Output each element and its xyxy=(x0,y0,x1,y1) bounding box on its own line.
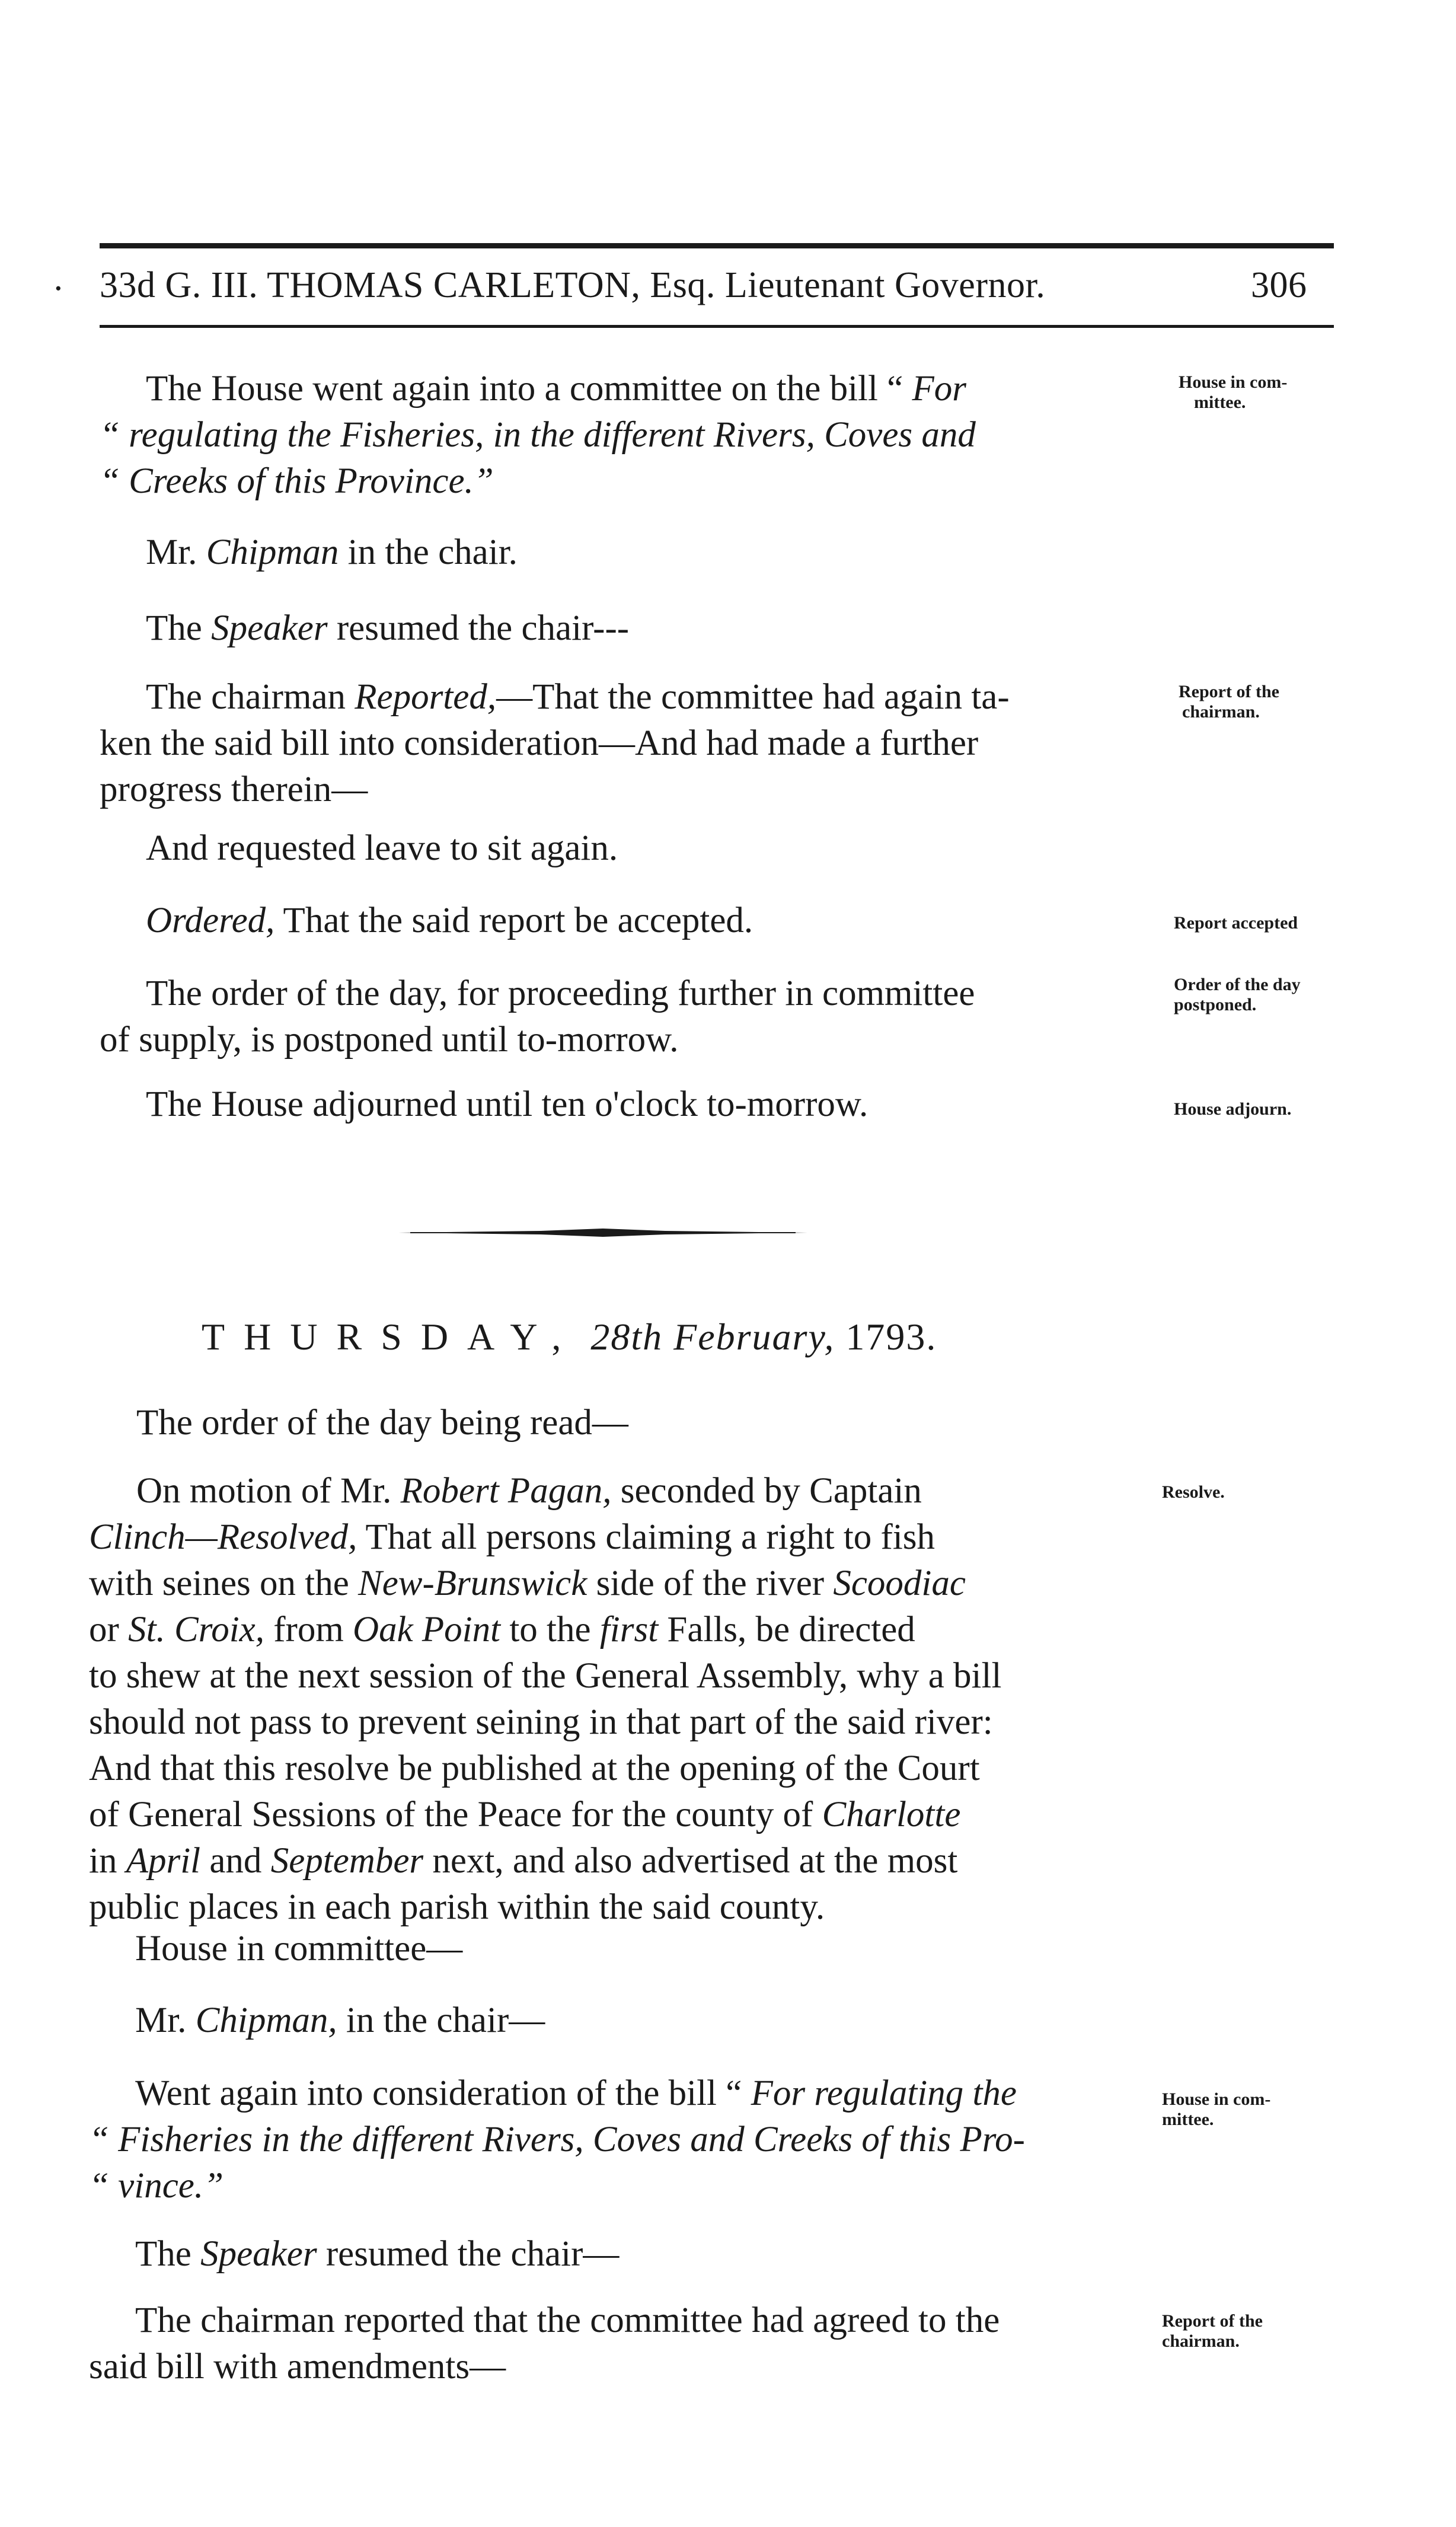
paragraph-consideration-of-bill xyxy=(89,2070,1025,2209)
paragraph-text: The House went again into a committee on the bill “ xyxy=(146,369,912,409)
paragraph-text: ken the said bill into consideration—And had made a further xyxy=(100,723,979,763)
paragraph-text: seconded by Captain xyxy=(611,1471,922,1511)
bill-title: “ Creeks of this Province.” xyxy=(100,461,494,501)
paragraph-text: in the chair— xyxy=(337,2000,545,2040)
person-name: Chipman xyxy=(206,532,339,572)
paragraph-text: Mr. xyxy=(135,2000,196,2040)
paragraph-speaker-resumed xyxy=(146,605,629,652)
paragraph-text: of supply, is postponed until to-morrow. xyxy=(100,1020,679,1060)
paragraph-text: side of the river xyxy=(587,1564,834,1603)
ornamental-divider xyxy=(398,1226,807,1239)
paragraph-text: The xyxy=(135,2234,201,2274)
paragraph-chairman-report xyxy=(100,674,1010,813)
paragraph-text: and xyxy=(200,1841,271,1881)
margin-note-house-in-committee-2 xyxy=(1162,2089,1270,2130)
paragraph-text: The xyxy=(146,608,212,648)
margin-note-house-in-committee xyxy=(1179,372,1287,413)
margin-note-line: House in com- xyxy=(1162,2089,1271,2109)
margin-note-line: mittee. xyxy=(1194,393,1246,412)
header-bottom-rule xyxy=(100,325,1334,328)
emphasis: first xyxy=(599,1610,659,1649)
margin-note-order-postponed xyxy=(1174,975,1301,1015)
date-heading xyxy=(202,1315,937,1359)
paragraph-speaker-resumed-2 xyxy=(135,2231,619,2277)
year: 1793. xyxy=(835,1316,937,1358)
paragraph-text: progress therein— xyxy=(100,770,368,809)
header-bullet: · xyxy=(52,269,65,309)
margin-note-house-adjourn: House adjourn. xyxy=(1174,1099,1292,1119)
place-name: Charlotte xyxy=(822,1795,961,1834)
month-name: April xyxy=(126,1841,201,1881)
paragraph-report-accepted xyxy=(146,898,753,944)
paragraph-text: resumed the chair— xyxy=(317,2234,620,2274)
margin-note-line: House in com- xyxy=(1179,372,1288,392)
paragraph-text: of General Sessions of the Peace for the county of xyxy=(89,1795,822,1834)
margin-note-report-of-chairman-2 xyxy=(1162,2311,1263,2351)
margin-note-line: postponed. xyxy=(1174,995,1257,1014)
paragraph-house-in-committee-2: House in committee— xyxy=(135,1929,463,1968)
paragraph-leave-to-sit: And requested leave to sit again. xyxy=(146,828,618,868)
bill-title: For xyxy=(912,369,966,409)
paragraph-text: in the chair. xyxy=(339,532,518,572)
page-number: 306 xyxy=(1251,265,1307,305)
speaker-title: Speaker xyxy=(211,608,328,648)
paragraph-house-in-committee xyxy=(100,366,976,505)
reported-word: Reported, xyxy=(355,677,497,717)
place-name: St. Croix, xyxy=(128,1610,264,1649)
paragraph-house-adjourned: The House adjourned until ten o'clock to-morrow. xyxy=(146,1084,869,1124)
paragraph-text: The chairman reported that the committee had agreed to the xyxy=(135,2301,1000,2340)
paragraph-order-read: The order of the day being read— xyxy=(136,1403,628,1443)
ordered-word: Ordered, xyxy=(146,901,275,940)
paragraph-chipman-chair-2 xyxy=(135,1998,545,2044)
paragraph-text: Went again into consideration of the bill “ xyxy=(135,2073,751,2113)
paragraph-text: —That the committee had again ta- xyxy=(496,677,1010,717)
paragraph-text: to the xyxy=(500,1610,600,1649)
paragraph-text: or xyxy=(89,1610,129,1649)
paragraph-text: should not pass to prevent seining in that part of the said river: xyxy=(89,1702,993,1742)
paragraph-order-postponed xyxy=(100,971,975,1063)
paragraph-text: The order of the day, for proceeding further in committee xyxy=(146,974,975,1013)
margin-note-resolve: Resolve. xyxy=(1162,1482,1225,1502)
paragraph-text: resumed the chair--- xyxy=(327,608,630,648)
paragraph-text: That all persons claiming a right to fish xyxy=(357,1517,935,1557)
paragraph-text: from xyxy=(264,1610,353,1649)
place-name: New-Brunswick xyxy=(358,1564,587,1603)
running-header-title: 33d G. III. THOMAS CARLETON, Esq. Lieutenant Governor. xyxy=(100,265,1046,305)
margin-note-line: chairman. xyxy=(1162,2331,1240,2351)
person-name: Robert Pagan, xyxy=(400,1471,612,1511)
paragraph-text: The chairman xyxy=(146,677,355,717)
bill-title: “ vince.” xyxy=(89,2166,224,2206)
paragraph-chairman-amendments xyxy=(89,2298,1000,2390)
bill-title: “ regulating the Fisheries, in the different Rivers, Coves and xyxy=(100,415,976,455)
paragraph-text: to shew at the next session of the General Assembly, why a bill xyxy=(89,1656,1002,1696)
margin-note-line: Report of the xyxy=(1179,682,1279,701)
margin-note-line: Report of the xyxy=(1162,2311,1263,2331)
paragraph-text: On motion of Mr. xyxy=(136,1471,401,1511)
paragraph-text: with seines on the xyxy=(89,1564,359,1603)
paragraph-text: Falls, be directed xyxy=(658,1610,915,1649)
paragraph-chipman-chair xyxy=(146,529,518,576)
place-name: Oak Point xyxy=(353,1610,501,1649)
bill-title: “ Fisheries in the different Rivers, Coves and Creeks of this Pro- xyxy=(89,2120,1026,2159)
paragraph-text: next, and also advertised at the most xyxy=(423,1841,958,1881)
margin-note-report-accepted: Report accepted xyxy=(1174,913,1298,933)
margin-note-line: Order of the day xyxy=(1174,975,1301,994)
speaker-title: Speaker xyxy=(200,2234,317,2274)
margin-note-line: mittee. xyxy=(1162,2110,1214,2129)
paragraph-text: said bill with amendments— xyxy=(89,2347,506,2386)
paragraph-text: And that this resolve be published at the opening of the Court xyxy=(89,1749,980,1788)
resolved-word: Clinch—Resolved, xyxy=(89,1517,357,1557)
header-top-rule xyxy=(100,243,1334,248)
person-name: Chipman, xyxy=(195,2000,337,2040)
paragraph-text: Mr. xyxy=(146,532,206,572)
bill-title: For regulating the xyxy=(751,2073,1017,2113)
paragraph-resolution xyxy=(89,1468,1001,1931)
weekday: THURSDAY, xyxy=(202,1316,580,1358)
month-name: September xyxy=(270,1841,424,1881)
place-name: Scoodiac xyxy=(833,1564,966,1603)
paragraph-text: public places in each parish within the said county. xyxy=(89,1887,825,1927)
date: 28th February, xyxy=(580,1316,835,1358)
margin-note-report-of-chairman xyxy=(1179,682,1279,722)
margin-note-line: chairman. xyxy=(1182,702,1260,722)
paragraph-text: in xyxy=(89,1841,126,1881)
paragraph-text: That the said report be accepted. xyxy=(274,901,753,940)
